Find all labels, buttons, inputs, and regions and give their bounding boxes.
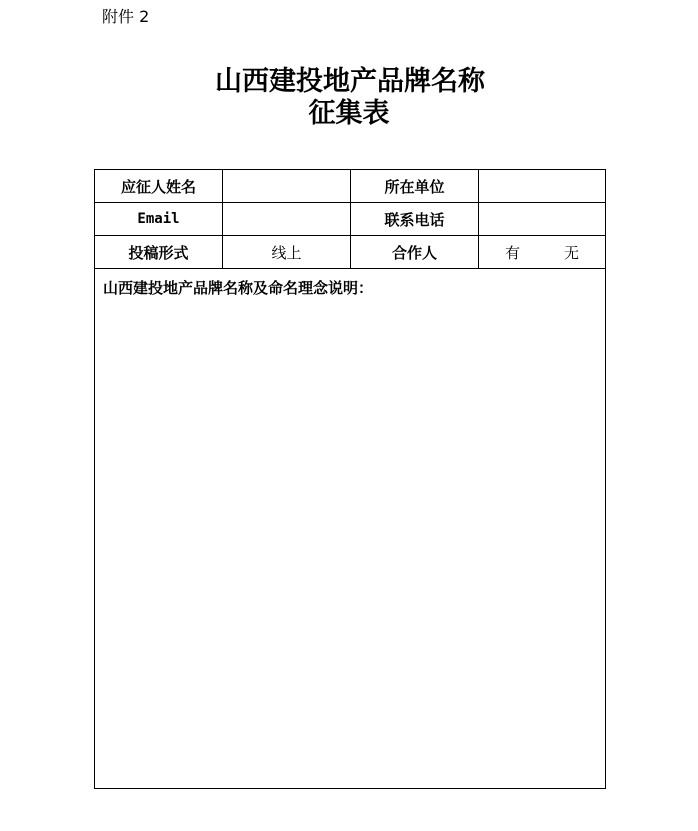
collaborator-label: 合作人 (351, 236, 479, 268)
organization-field[interactable] (479, 170, 605, 202)
form-subtitle: 征集表 (308, 98, 390, 129)
form-row-applicant (95, 170, 605, 203)
collaborator-option-yes[interactable]: 有 (505, 243, 521, 262)
applicant-name-field[interactable] (223, 170, 351, 202)
collaborator-options (479, 236, 605, 268)
form-row-contact (95, 203, 605, 236)
collaborator-option-no[interactable]: 无 (564, 243, 580, 262)
description-area[interactable] (95, 269, 605, 298)
applicant-name-label: 应征人姓名 (95, 170, 223, 202)
submission-form-table (94, 169, 606, 789)
submission-form-label: 投稿形式 (95, 236, 223, 268)
phone-label: 联系电话 (351, 203, 479, 235)
email-label: Email (95, 203, 223, 235)
submission-form-value[interactable]: 线上 (223, 236, 351, 268)
email-field[interactable] (223, 203, 351, 235)
phone-field[interactable] (479, 203, 605, 235)
form-title: 山西建投地产品牌名称 (215, 66, 485, 97)
form-row-submission (95, 236, 605, 269)
description-label: 山西建投地产品牌名称及命名理念说明： (103, 279, 374, 297)
organization-label: 所在单位 (351, 170, 479, 202)
attachment-label: 附件 2 (102, 7, 150, 26)
